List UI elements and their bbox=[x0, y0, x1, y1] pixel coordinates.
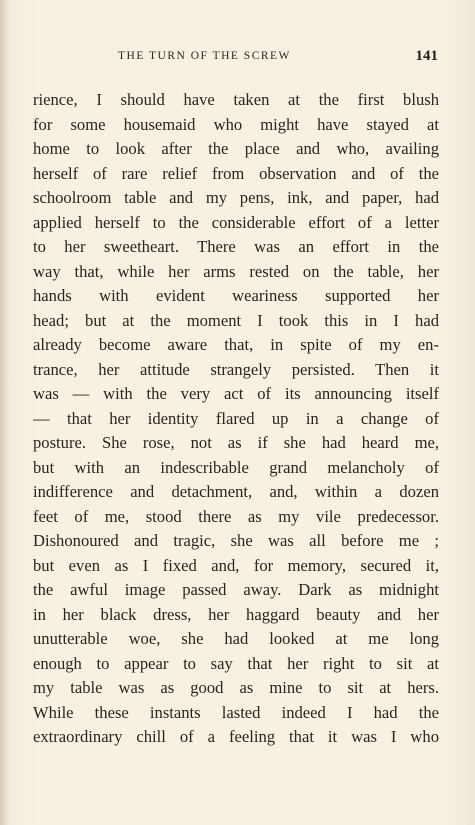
text-line: my table was as good as mine to sit at hers. bbox=[33, 678, 439, 697]
running-head bbox=[118, 48, 438, 70]
text-line: trance, her attitude strangely persisted. Then it bbox=[33, 359, 439, 379]
text-line: but with an indescribable grand melancholy of bbox=[33, 457, 439, 477]
text-line: While these instants lasted indeed I had the bbox=[33, 702, 439, 722]
running-title: THE TURN OF THE SCREW bbox=[118, 50, 291, 62]
text-line: head; but at the moment I took this in I had bbox=[33, 310, 439, 330]
text-line: was — with the very act of its announcing itself bbox=[33, 384, 439, 403]
text-line: feet of me, stood there as my vile predecessor. bbox=[33, 506, 439, 526]
text-line: applied herself to the considerable effort of a letter bbox=[33, 212, 439, 232]
gutter-shadow bbox=[0, 0, 8, 825]
text-line: posture. She rose, not as if she had heard me, bbox=[33, 433, 439, 452]
text-line: schoolroom table and my pens, ink, and paper, had bbox=[33, 188, 439, 207]
text-line: to her sweetheart. There was an effort in the bbox=[33, 237, 439, 256]
text-line: herself of rare relief from observation and of the bbox=[33, 163, 439, 183]
text-line: but even as I fixed and, for memory, secured it, bbox=[33, 555, 439, 575]
text-line: in her black dress, her haggard beauty and her bbox=[33, 604, 439, 624]
text-line: the awful image passed away. Dark as midnight bbox=[33, 580, 439, 599]
text-line: rience, I should have taken at the first blush bbox=[33, 90, 439, 109]
body-text bbox=[33, 88, 439, 750]
text-line: extraordinary chill of a feeling that it was I who bbox=[33, 727, 439, 746]
text-line: — that her identity flared up in a change of bbox=[33, 408, 439, 428]
text-line: way that, while her arms rested on the table, her bbox=[33, 261, 439, 281]
text-line: already become aware that, in spite of my en- bbox=[33, 335, 439, 354]
text-line: unutterable woe, she had looked at me long bbox=[33, 629, 439, 648]
text-line: hands with evident weariness supported her bbox=[33, 286, 439, 305]
text-line: indifference and detachment, and, within a dozen bbox=[33, 482, 439, 501]
text-line: Dishonoured and tragic, she was all before me ; bbox=[33, 531, 439, 550]
text-line: enough to appear to say that her right to sit at bbox=[33, 653, 439, 673]
text-line: for some housemaid who might have stayed at bbox=[33, 114, 439, 134]
page-number: 141 bbox=[415, 48, 438, 64]
text-line: home to look after the place and who, availing bbox=[33, 139, 439, 158]
